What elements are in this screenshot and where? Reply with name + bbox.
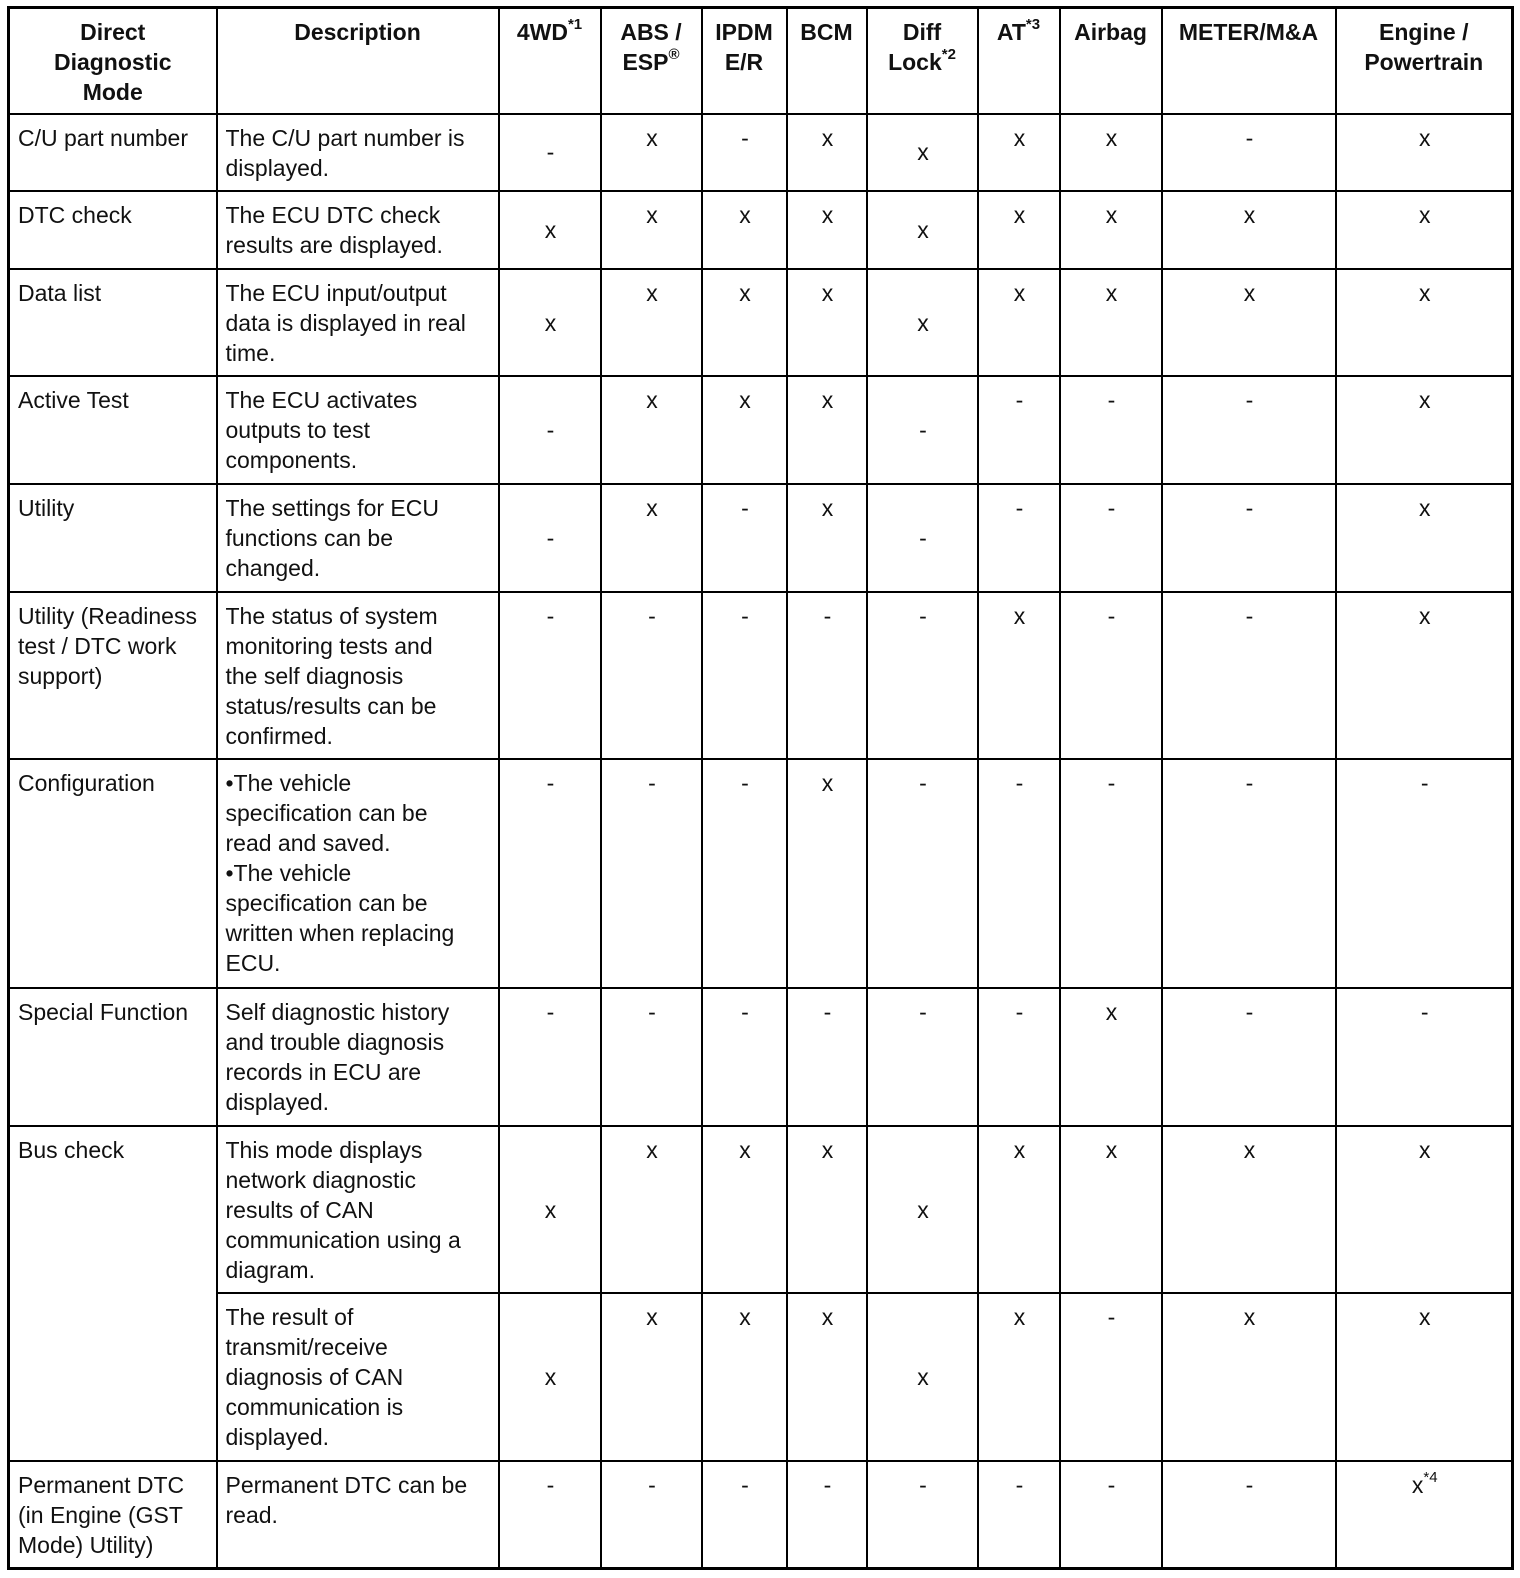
diagnostic-mode-table — [7, 6, 1514, 1570]
support-mark-cell: x — [867, 191, 978, 269]
support-mark-cell: - — [601, 592, 702, 759]
support-mark-cell: - — [601, 988, 702, 1126]
support-mark-cell: x — [702, 1126, 787, 1293]
support-mark-cell: x — [1060, 1126, 1162, 1293]
mode-cell: Active Test — [9, 376, 217, 484]
support-mark-cell: x — [601, 376, 702, 484]
support-mark-cell: x — [702, 269, 787, 377]
support-mark-cell: - — [978, 484, 1060, 592]
header-description: Description — [217, 8, 499, 114]
mode-cell: Configuration — [9, 759, 217, 988]
support-mark-cell: x — [702, 376, 787, 484]
description-cell: The settings for ECU functions can be changed. — [217, 484, 499, 592]
support-mark-cell: x — [787, 484, 867, 592]
support-mark-cell: - — [978, 1461, 1060, 1569]
support-mark-cell: - — [499, 592, 601, 759]
table-row — [9, 114, 1513, 192]
support-mark-cell: x — [1336, 269, 1513, 377]
mode-cell: DTC check — [9, 191, 217, 269]
support-mark-cell: - — [1162, 1461, 1336, 1569]
support-mark-cell: - — [499, 988, 601, 1126]
header-ipdm: IPDM E/R — [702, 8, 787, 114]
description-cell: Permanent DTC can be read. — [217, 1461, 499, 1569]
support-mark-cell: - — [1060, 759, 1162, 988]
support-mark-cell: x — [499, 1126, 601, 1293]
support-mark-cell: - — [1162, 376, 1336, 484]
header-airbag: Airbag — [1060, 8, 1162, 114]
table-row — [9, 484, 1513, 592]
support-mark-cell: - — [1060, 592, 1162, 759]
support-mark-cell: - — [702, 759, 787, 988]
header-engine: Engine / Powertrain — [1336, 8, 1513, 114]
support-mark-cell: - — [499, 484, 601, 592]
table-row — [9, 1126, 1513, 1293]
mode-cell: Utility — [9, 484, 217, 592]
support-mark-cell: x — [867, 114, 978, 192]
support-mark-cell: - — [978, 376, 1060, 484]
support-mark-cell: - — [499, 114, 601, 192]
support-mark-cell: x — [1336, 1293, 1513, 1460]
support-mark-cell: x — [1336, 376, 1513, 484]
support-mark-cell: x — [1060, 191, 1162, 269]
support-mark-cell: - — [867, 988, 978, 1126]
support-mark-cell: - — [978, 988, 1060, 1126]
table-row — [9, 1461, 1513, 1569]
support-mark-cell: - — [499, 376, 601, 484]
table-row — [9, 1293, 1513, 1460]
support-mark-cell: x — [1162, 1293, 1336, 1460]
header-at: AT$^{*3}$ — [978, 8, 1060, 114]
support-mark-cell: x — [601, 1126, 702, 1293]
support-mark-cell: - — [601, 759, 702, 988]
support-mark-cell: x — [867, 1126, 978, 1293]
support-mark-cell: - — [1060, 1461, 1162, 1569]
mode-cell: Data list — [9, 269, 217, 377]
support-mark-cell: - — [499, 759, 601, 988]
support-mark-cell: - — [1060, 484, 1162, 592]
table-row — [9, 759, 1513, 988]
description-cell: The result of transmit/receive diagnosis of CAN communication is displayed. — [217, 1293, 499, 1460]
support-mark-cell: - — [1060, 376, 1162, 484]
description-cell: Self diagnostic history and trouble diagnosis records in ECU are displayed. — [217, 988, 499, 1126]
support-mark-cell: - — [601, 1461, 702, 1569]
support-mark-cell: - — [1336, 759, 1513, 988]
support-mark-cell: - — [702, 988, 787, 1126]
support-mark-cell: x — [867, 1293, 978, 1460]
support-mark-cell: - — [702, 114, 787, 192]
support-mark-cell: - — [499, 1461, 601, 1569]
support-mark-cell: x — [787, 114, 867, 192]
header-bcm: BCM — [787, 8, 867, 114]
mode-cell: Bus check — [9, 1126, 217, 1461]
support-mark-cell: x — [1060, 114, 1162, 192]
support-mark-cell: x — [1336, 484, 1513, 592]
support-mark-cell: x — [787, 269, 867, 377]
support-mark-cell: - — [1336, 988, 1513, 1126]
support-mark-cell: x — [702, 1293, 787, 1460]
support-mark-cell: - — [1162, 592, 1336, 759]
support-mark-cell: - — [867, 1461, 978, 1569]
support-mark-cell: - — [702, 1461, 787, 1569]
support-mark-cell: x — [601, 484, 702, 592]
support-mark-cell: x — [978, 592, 1060, 759]
support-mark-cell: $x^{*4}$ — [1336, 1461, 1513, 1569]
description-cell: The ECU activates outputs to test components. — [217, 376, 499, 484]
support-mark-cell: x — [787, 1293, 867, 1460]
support-mark-cell: x — [1162, 269, 1336, 377]
support-mark-cell: - — [702, 592, 787, 759]
support-mark-cell: x — [601, 1293, 702, 1460]
table-row — [9, 191, 1513, 269]
mode-cell: Utility (Readiness test / DTC work support) — [9, 592, 217, 759]
table-body — [9, 114, 1513, 1569]
support-mark-cell: x — [1060, 269, 1162, 377]
support-mark-cell: x — [787, 759, 867, 988]
support-mark-cell: x — [499, 191, 601, 269]
mode-cell: Permanent DTC (in Engine (GST Mode) Utility) — [9, 1461, 217, 1569]
support-mark-cell: x — [978, 1126, 1060, 1293]
support-mark-cell: x — [1336, 1126, 1513, 1293]
support-mark-cell: - — [1162, 484, 1336, 592]
support-mark-cell: x — [1336, 114, 1513, 192]
support-mark-cell: x — [1162, 1126, 1336, 1293]
support-mark-cell: x — [1060, 988, 1162, 1126]
support-mark-cell: x — [978, 114, 1060, 192]
header-meter: METER/M&A — [1162, 8, 1336, 114]
description-cell: The status of system monitoring tests and the self diagnosis status/results can be confirmed. — [217, 592, 499, 759]
support-mark-cell: - — [978, 759, 1060, 988]
support-mark-cell: x — [978, 1293, 1060, 1460]
support-mark-cell: x — [978, 269, 1060, 377]
description-cell: The ECU input/output data is displayed in real time. — [217, 269, 499, 377]
mode-cell: C/U part number — [9, 114, 217, 192]
table-row — [9, 988, 1513, 1126]
header-abs-esp: ABS / ESP® — [601, 8, 702, 114]
support-mark-cell: x — [499, 269, 601, 377]
description-cell: The ECU DTC check results are displayed. — [217, 191, 499, 269]
support-mark-cell: x — [787, 376, 867, 484]
description-cell: The C/U part number is displayed. — [217, 114, 499, 192]
support-mark-cell: x — [1336, 191, 1513, 269]
table-row — [9, 592, 1513, 759]
support-mark-cell: x — [601, 191, 702, 269]
header-diff-lock: Diff Lock$^{*2}$ — [867, 8, 978, 114]
support-mark-cell: x — [787, 1126, 867, 1293]
support-mark-cell: - — [787, 1461, 867, 1569]
support-mark-cell: - — [787, 592, 867, 759]
description-cell: •The vehicle specification can be read and saved. •The vehicle specification can be written when replacing ECU. — [217, 759, 499, 988]
support-mark-cell: x — [867, 269, 978, 377]
support-mark-cell: - — [787, 988, 867, 1126]
support-mark-cell: x — [1162, 191, 1336, 269]
description-cell: This mode displays network diagnostic results of CAN communication using a diagram. — [217, 1126, 499, 1293]
support-mark-cell: - — [1162, 988, 1336, 1126]
mode-cell: Special Function — [9, 988, 217, 1126]
support-mark-cell: x — [499, 1293, 601, 1460]
support-mark-cell: - — [867, 376, 978, 484]
support-mark-cell: - — [1162, 114, 1336, 192]
support-mark-cell: x — [978, 191, 1060, 269]
support-mark-cell: x — [702, 191, 787, 269]
header-row — [9, 8, 1513, 114]
support-mark-cell: x — [1336, 592, 1513, 759]
support-mark-cell: x — [787, 191, 867, 269]
support-mark-cell: - — [867, 592, 978, 759]
support-mark-cell: - — [1162, 759, 1336, 988]
support-mark-cell: - — [702, 484, 787, 592]
support-mark-cell: x — [601, 269, 702, 377]
support-mark-cell: x — [601, 114, 702, 192]
support-mark-cell: - — [1060, 1293, 1162, 1460]
table-row — [9, 376, 1513, 484]
support-mark-cell: - — [867, 759, 978, 988]
support-mark-cell: - — [867, 484, 978, 592]
table-row — [9, 269, 1513, 377]
header-mode: Direct Diagnostic Mode — [9, 8, 217, 114]
header-4wd: 4WD$^{*1}$ — [499, 8, 601, 114]
